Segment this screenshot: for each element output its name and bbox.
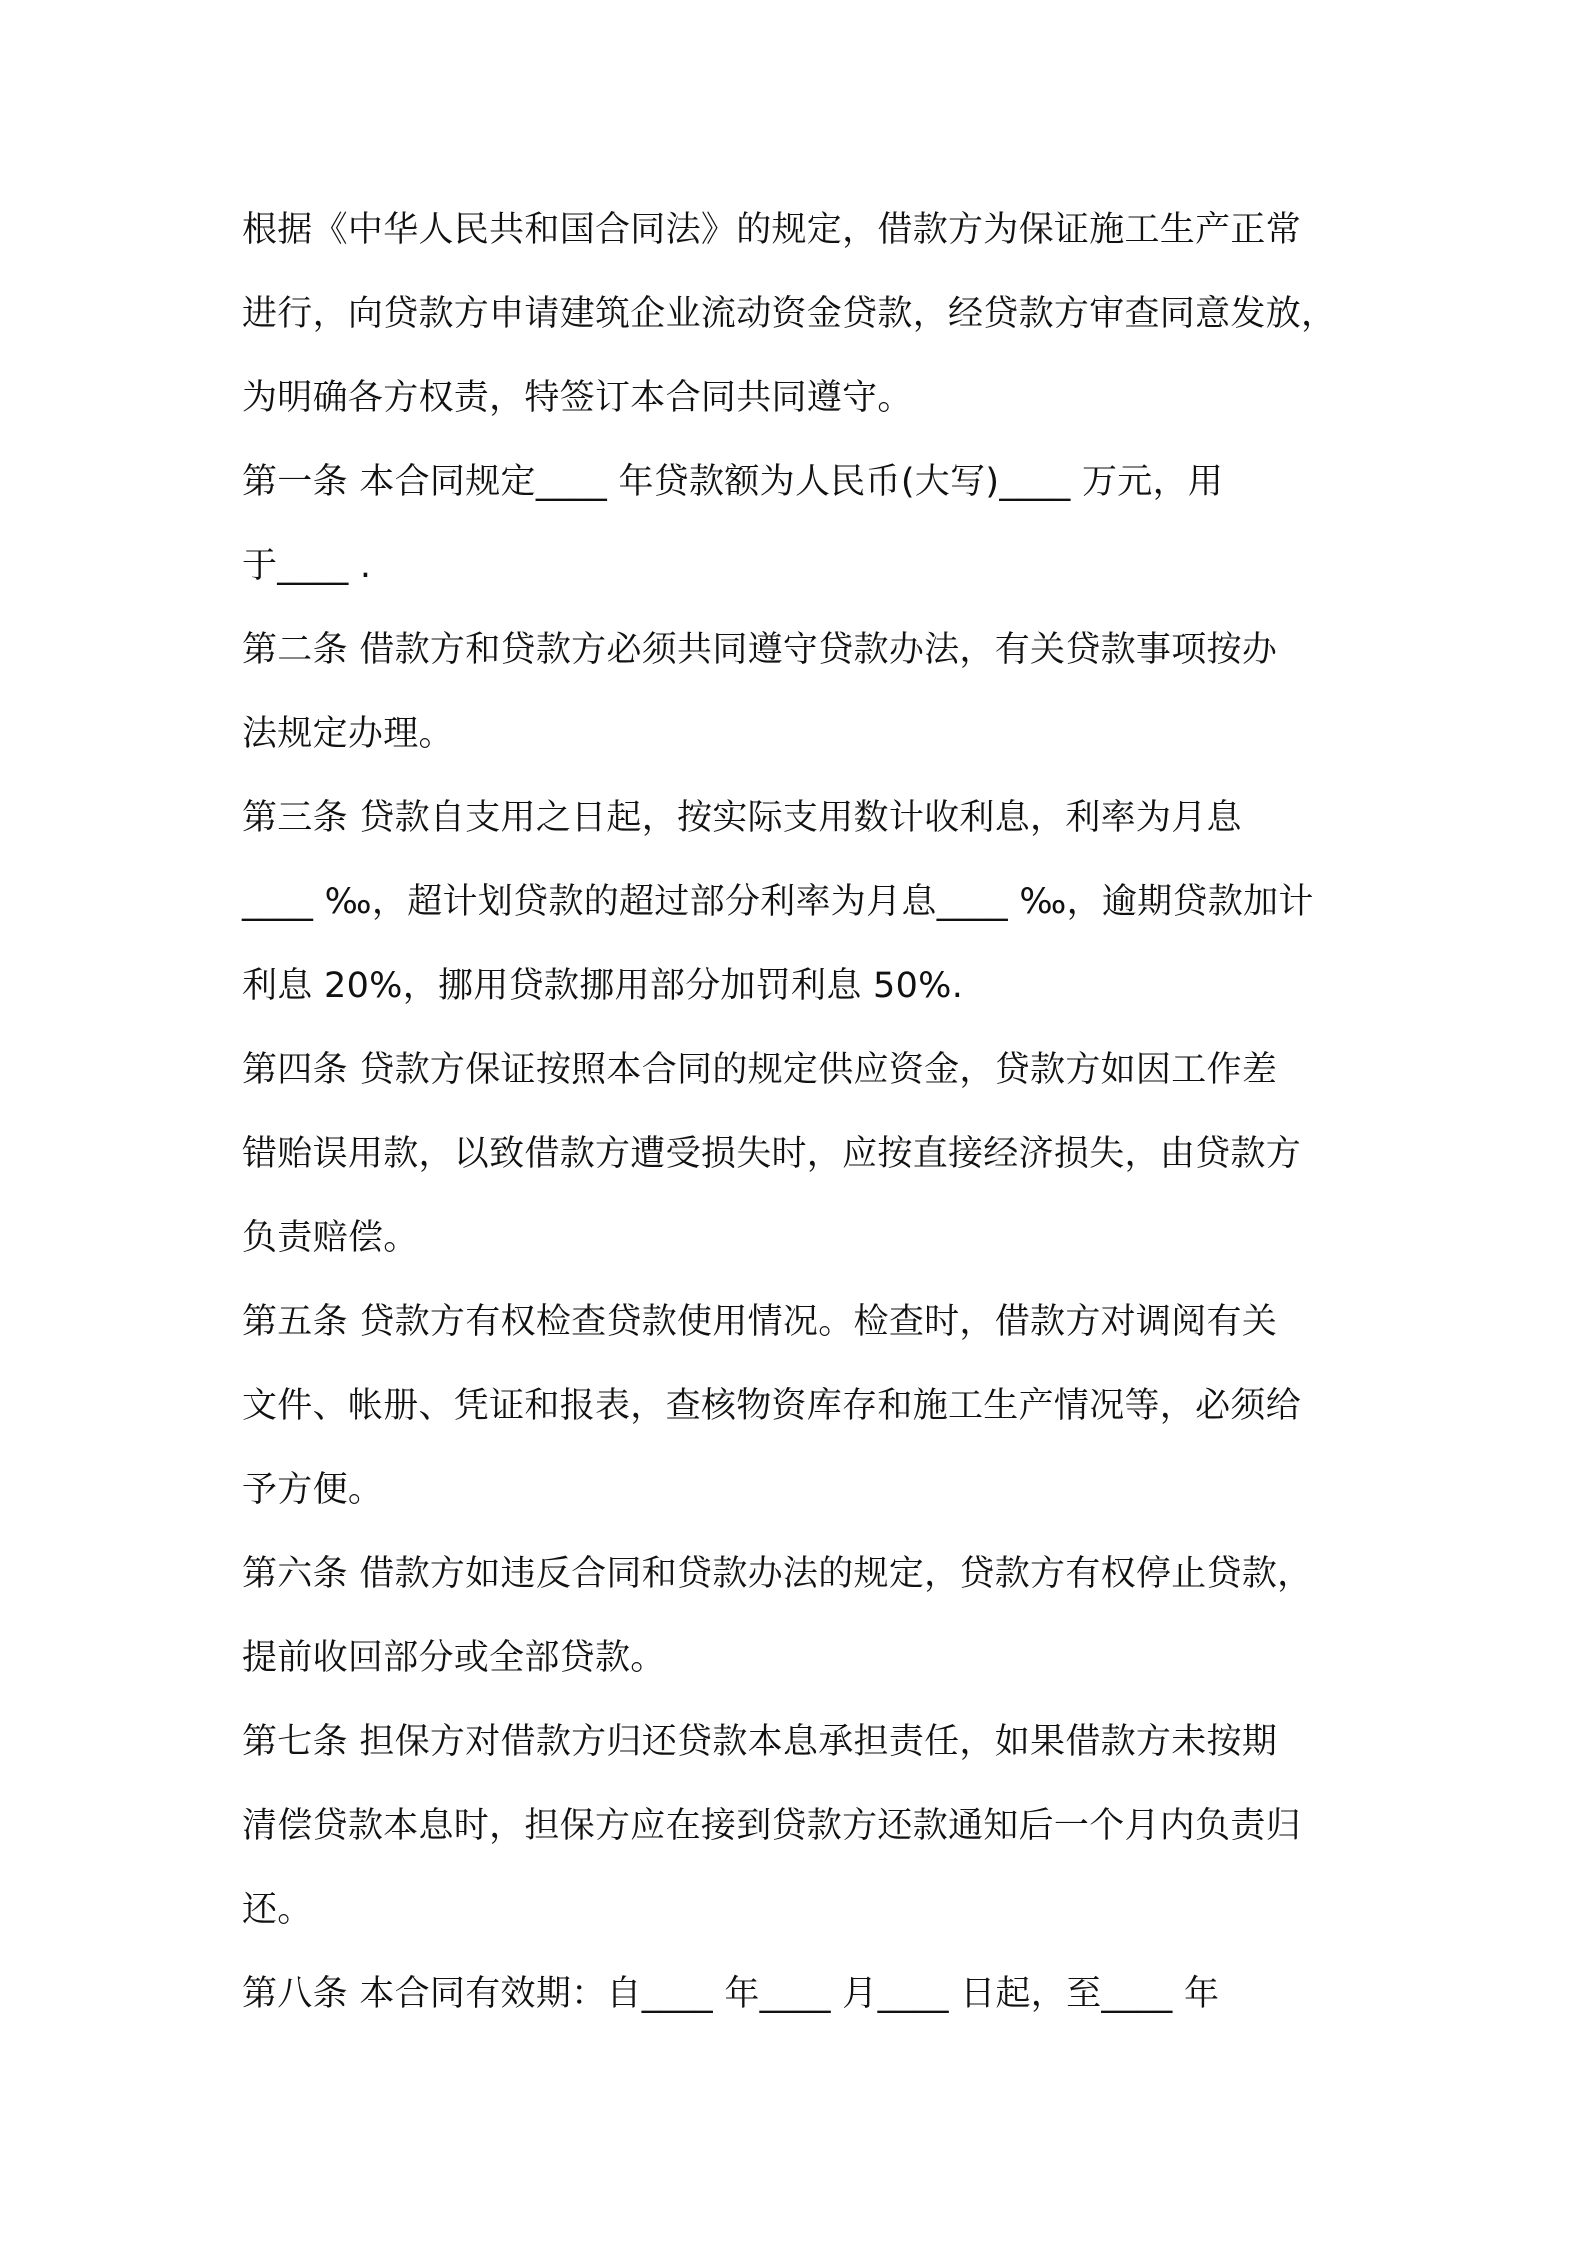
- text-line: 错贻误用款，以致借款方遭受损失时，应按直接经济损失，由贷款方: [242, 1134, 1302, 1174]
- text-line: 第七条 担保方对借款方归还贷款本息承担责任，如果借款方未按期: [242, 1722, 1278, 1762]
- text-line: 清偿贷款本息时，担保方应在接到贷款方还款通知后一个月内负责归: [242, 1806, 1302, 1846]
- text-line: ____ ‰，超计划贷款的超过部分利率为月息____ ‰，逾期贷款加计: [242, 882, 1314, 922]
- text-line: 第六条 借款方如违反合同和贷款办法的规定，贷款方有权停止贷款，: [242, 1554, 1313, 1594]
- text-line: 提前收回部分或全部贷款。: [242, 1638, 666, 1678]
- text-line: 进行，向贷款方申请建筑企业流动资金贷款，经贷款方审查同意发放，: [242, 294, 1337, 334]
- text-line: 文件、帐册、凭证和报表，查核物资库存和施工生产情况等，必须给: [242, 1386, 1302, 1426]
- text-line: 第二条 借款方和贷款方必须共同遵守贷款办法，有关贷款事项按办: [242, 630, 1278, 670]
- text-line: 第一条 本合同规定____ 年贷款额为人民币(大写)____ 万元，用: [242, 462, 1224, 502]
- text-line: 于____ .: [242, 546, 372, 586]
- text-line: 还。: [242, 1890, 313, 1930]
- text-line: 根据《中华人民共和国合同法》的规定，借款方为保证施工生产正常: [242, 210, 1302, 250]
- text-line: 第八条 本合同有效期：自____ 年____ 月____ 日起，至____ 年: [242, 1974, 1220, 2014]
- text-line: 负责赔偿。: [242, 1218, 419, 1258]
- text-line: 第五条 贷款方有权检查贷款使用情况。检查时，借款方对调阅有关: [242, 1302, 1278, 1342]
- text-line: 利息 20%，挪用贷款挪用部分加罚利息 50%.: [242, 966, 964, 1006]
- text-line: 为明确各方权责，特签订本合同共同遵守。: [242, 378, 913, 418]
- text-line: 第三条 贷款自支用之日起，按实际支用数计收利息，利率为月息: [242, 798, 1242, 838]
- text-line: 予方便。: [242, 1470, 384, 1510]
- text-line: 法规定办理。: [242, 714, 454, 754]
- text-line: 第四条 贷款方保证按照本合同的规定供应资金，贷款方如因工作差: [242, 1050, 1278, 1090]
